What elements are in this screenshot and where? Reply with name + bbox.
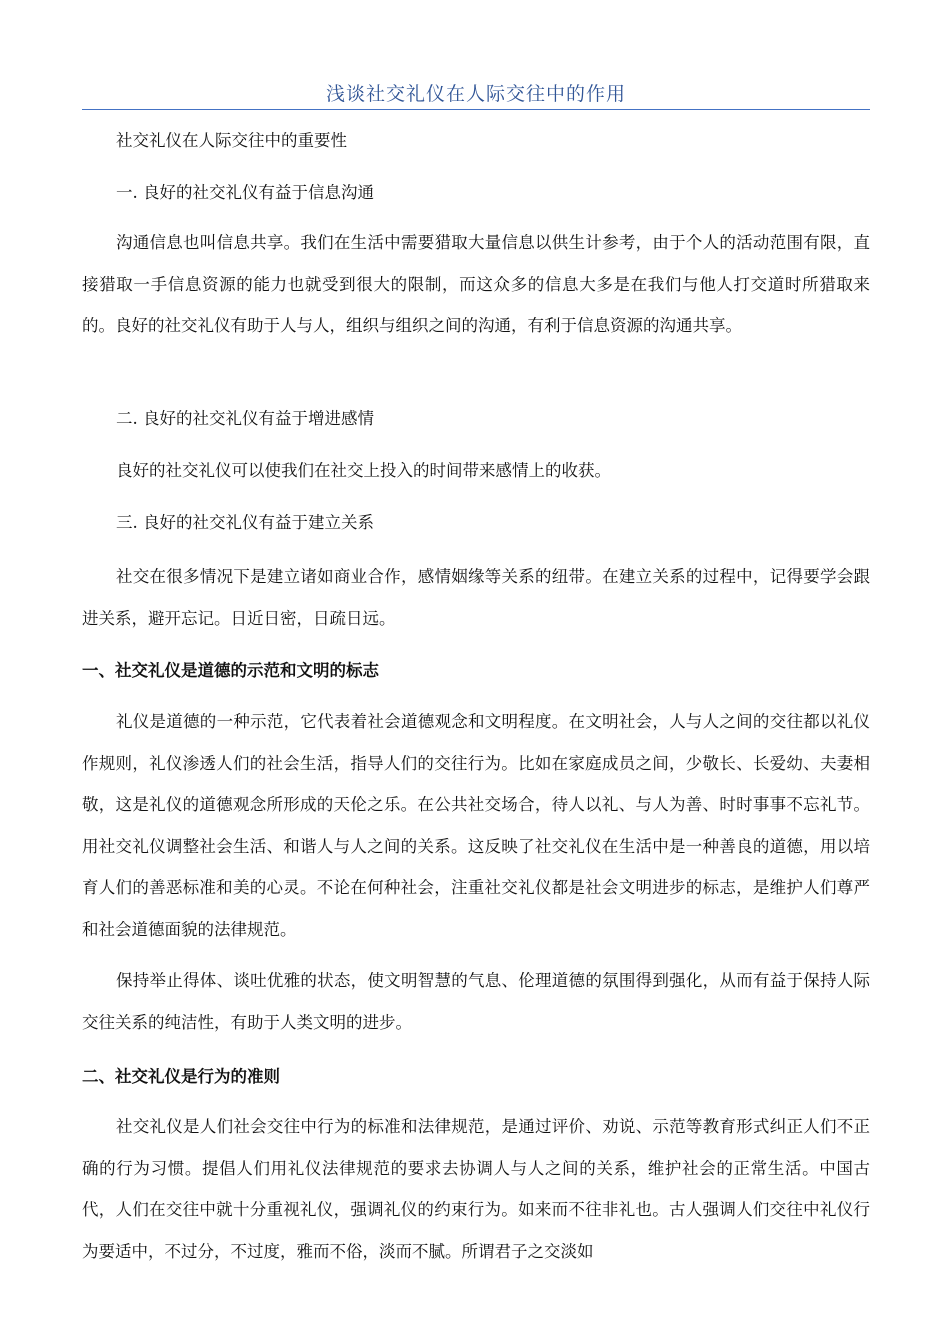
subheading-1: 一. 良好的社交礼仪有益于信息沟通: [116, 183, 374, 202]
paragraph-relationships: 社交在很多情况下是建立诸如商业合作，感情姻缘等关系的纽带。在建立关系的过程中，记得要学会跟进关系，避开忘记。日近日密，日疏日远。: [82, 567, 870, 628]
title-underline: [82, 109, 870, 110]
paragraph-emotion: 良好的社交礼仪可以使我们在社交上投入的时间带来感情上的收获。: [116, 461, 611, 480]
paragraph-conduct: 社交礼仪是人们社会交往中行为的标准和法律规范，是通过评价、劝说、示范等教育形式纠正人们不正确的行为习惯。提倡人们用礼仪法律规范的要求去协调人与人之间的关系，维护社会的正常生活。中国古代，人们在交往中就十分重视礼仪，强调礼仪的约束行为。如来而不往非礼也。古人强调人们交往中礼仪行为要适中，不过分，不过度，雅而不俗，淡而不腻。所谓君子之交淡如: [82, 1117, 870, 1261]
paragraph-info-sharing: 沟通信息也叫信息共享。我们在生活中需要猎取大量信息以供生计参考，由于个人的活动范围有限，直接猎取一手信息资源的能力也就受到很大的限制，而这众多的信息大多是在我们与他人打交道时所猎取来的。良好的社交礼仪有助于人与人，组织与组织之间的沟通，有利于信息资源的沟通共享。: [82, 233, 870, 335]
subheading-3: 三. 良好的社交礼仪有益于建立关系: [116, 513, 374, 532]
intro-heading: 社交礼仪在人际交往中的重要性: [116, 131, 347, 150]
document-title: 浅谈社交礼仪在人际交往中的作用: [325, 83, 626, 105]
section-heading-2: 二、社交礼仪是行为的准则: [82, 1067, 280, 1086]
subheading-2: 二. 良好的社交礼仪有益于增进感情: [116, 409, 374, 428]
paragraph-civilization: 保持举止得体、谈吐优雅的状态，使文明智慧的气息、伦理道德的氛围得到强化，从而有益于保持人际交往关系的纯洁性，有助于人类文明的进步。: [82, 971, 870, 1032]
paragraph-morality: 礼仪是道德的一种示范，它代表着社会道德观念和文明程度。在文明社会，人与人之间的交往都以礼仪作规则，礼仪渗透人们的社会生活，指导人们的交往行为。比如在家庭成员之间，少敬长、长爱幼、夫妻相敬，这是礼仪的道德观念所形成的天伦之乐。在公共社交场合，待人以礼、与人为善、时时事事不忘礼节。用社交礼仪调整社会生活、和谐人与人之间的关系。这反映了社交礼仪在生活中是一种善良的道德，用以培育人们的善恶标准和美的心灵。不论在何种社会，注重社交礼仪都是社会文明进步的标志，是维护人们尊严和社会道德面貌的法律规范。: [82, 712, 870, 939]
section-heading-1: 一、社交礼仪是道德的示范和文明的标志: [82, 661, 379, 680]
